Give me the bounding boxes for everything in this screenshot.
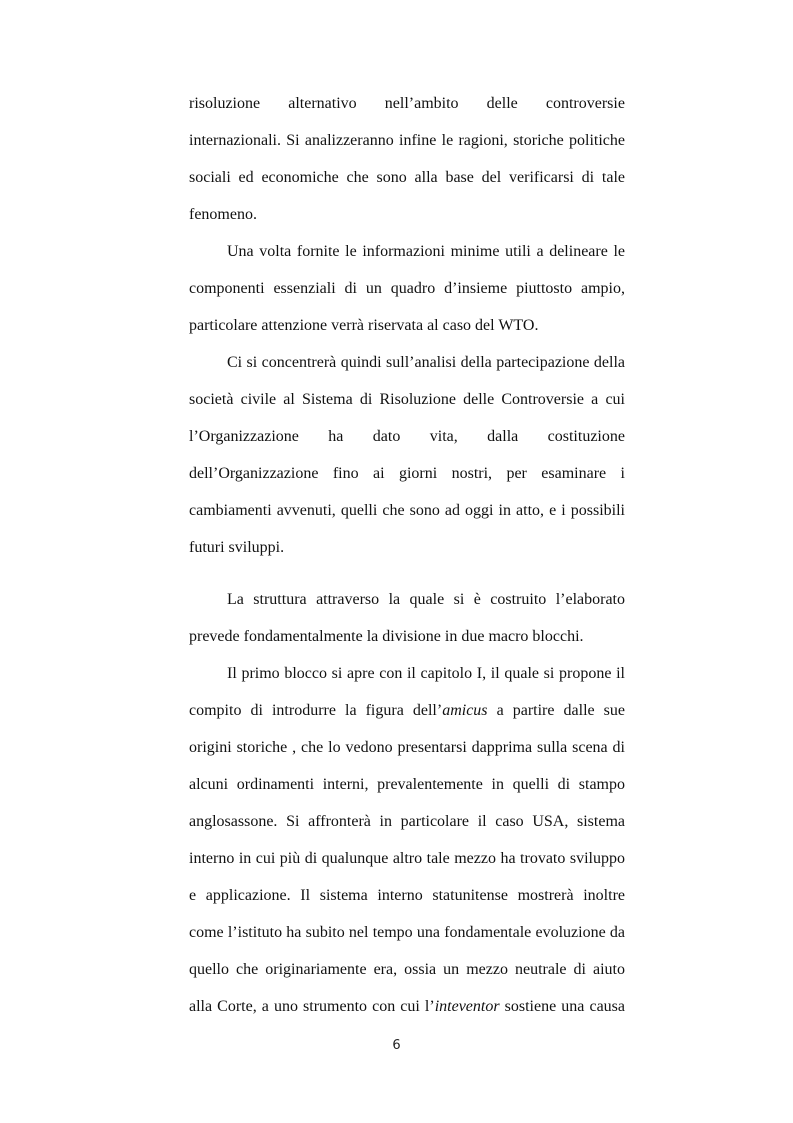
italic-term: inteventor [434, 998, 500, 1015]
text-line: Una volta fornite le informazioni minime utili a delineare le [227, 243, 625, 260]
text-line: fenomeno. [189, 206, 257, 223]
text-line: componenti essenziali di un quadro d’insieme piuttosto ampio, [189, 280, 625, 297]
text-line: internazionali. Si analizzeranno infine le ragioni, storiche politiche [189, 132, 625, 149]
text-line: futuri sviluppi. [189, 539, 285, 556]
text-line: dell’Organizzazione fino ai giorni nostri, per esaminare i [189, 465, 625, 482]
text-line: quello che originariamente era, ossia un mezzo neutrale di aiuto [189, 961, 625, 978]
text-line [189, 692, 625, 729]
word: l’Organizzazione [189, 428, 299, 445]
text-line: Il primo blocco si apre con il capitolo I, il quale si propone il [227, 665, 625, 682]
text-line: cambiamenti avvenuti, quelli che sono ad oggi in atto, e i possibili [189, 502, 625, 519]
paragraph-gap [189, 566, 625, 581]
text-run: compito di introdurre la figura dell’ [189, 702, 443, 719]
word: risoluzione [189, 95, 261, 112]
text-line: come l’istituto ha subito nel tempo una fondamentale evoluzione da [189, 924, 625, 941]
document-body [189, 85, 625, 1025]
text-line [189, 988, 625, 1025]
text-line: società civile al Sistema di Risoluzione delle Controversie a cui [189, 391, 625, 408]
word: vita, [429, 428, 458, 445]
word: alternativo [288, 95, 357, 112]
italic-term: amicus [442, 702, 488, 719]
text-line: alcuni ordinamenti interni, prevalentemente in quelli di stampo [189, 776, 625, 793]
word: dalla [487, 428, 519, 445]
word: nell’ambito [384, 95, 459, 112]
text-line: La struttura attraverso la quale si è costruito l’elaborato [227, 591, 625, 608]
text-line [189, 418, 625, 455]
text-run: alla Corte, a uno strumento con cui l’ [189, 998, 435, 1015]
text-line: anglosassone. Si affronterà in particolare il caso USA, sistema [189, 813, 625, 830]
word: delle [486, 95, 518, 112]
text-line: Ci si concentrerà quindi sull’analisi della partecipazione della [227, 354, 625, 371]
text-line [189, 85, 625, 122]
word: dato [372, 428, 401, 445]
word: ha [328, 428, 344, 445]
text-line: prevede fondamentalmente la divisione in due macro blocchi. [189, 628, 584, 645]
text-line: origini storiche , che lo vedono presentarsi dapprima sulla scena di [189, 739, 625, 756]
text-run: sostiene una causa [499, 998, 625, 1015]
word: controversie [545, 95, 625, 112]
text-line: interno in cui più di qualunque altro tale mezzo ha trovato sviluppo [189, 850, 625, 867]
text-line: sociali ed economiche che sono alla base del verificarsi di tale [189, 169, 625, 186]
page-number: 6 [392, 1038, 401, 1053]
word: costituzione [547, 428, 625, 445]
text-line: particolare attenzione verrà riservata al caso del WTO. [189, 317, 539, 334]
text-line: e applicazione. Il sistema interno statunitense mostrerà inoltre [189, 887, 625, 904]
text-run: a partire dalle sue [487, 702, 625, 719]
